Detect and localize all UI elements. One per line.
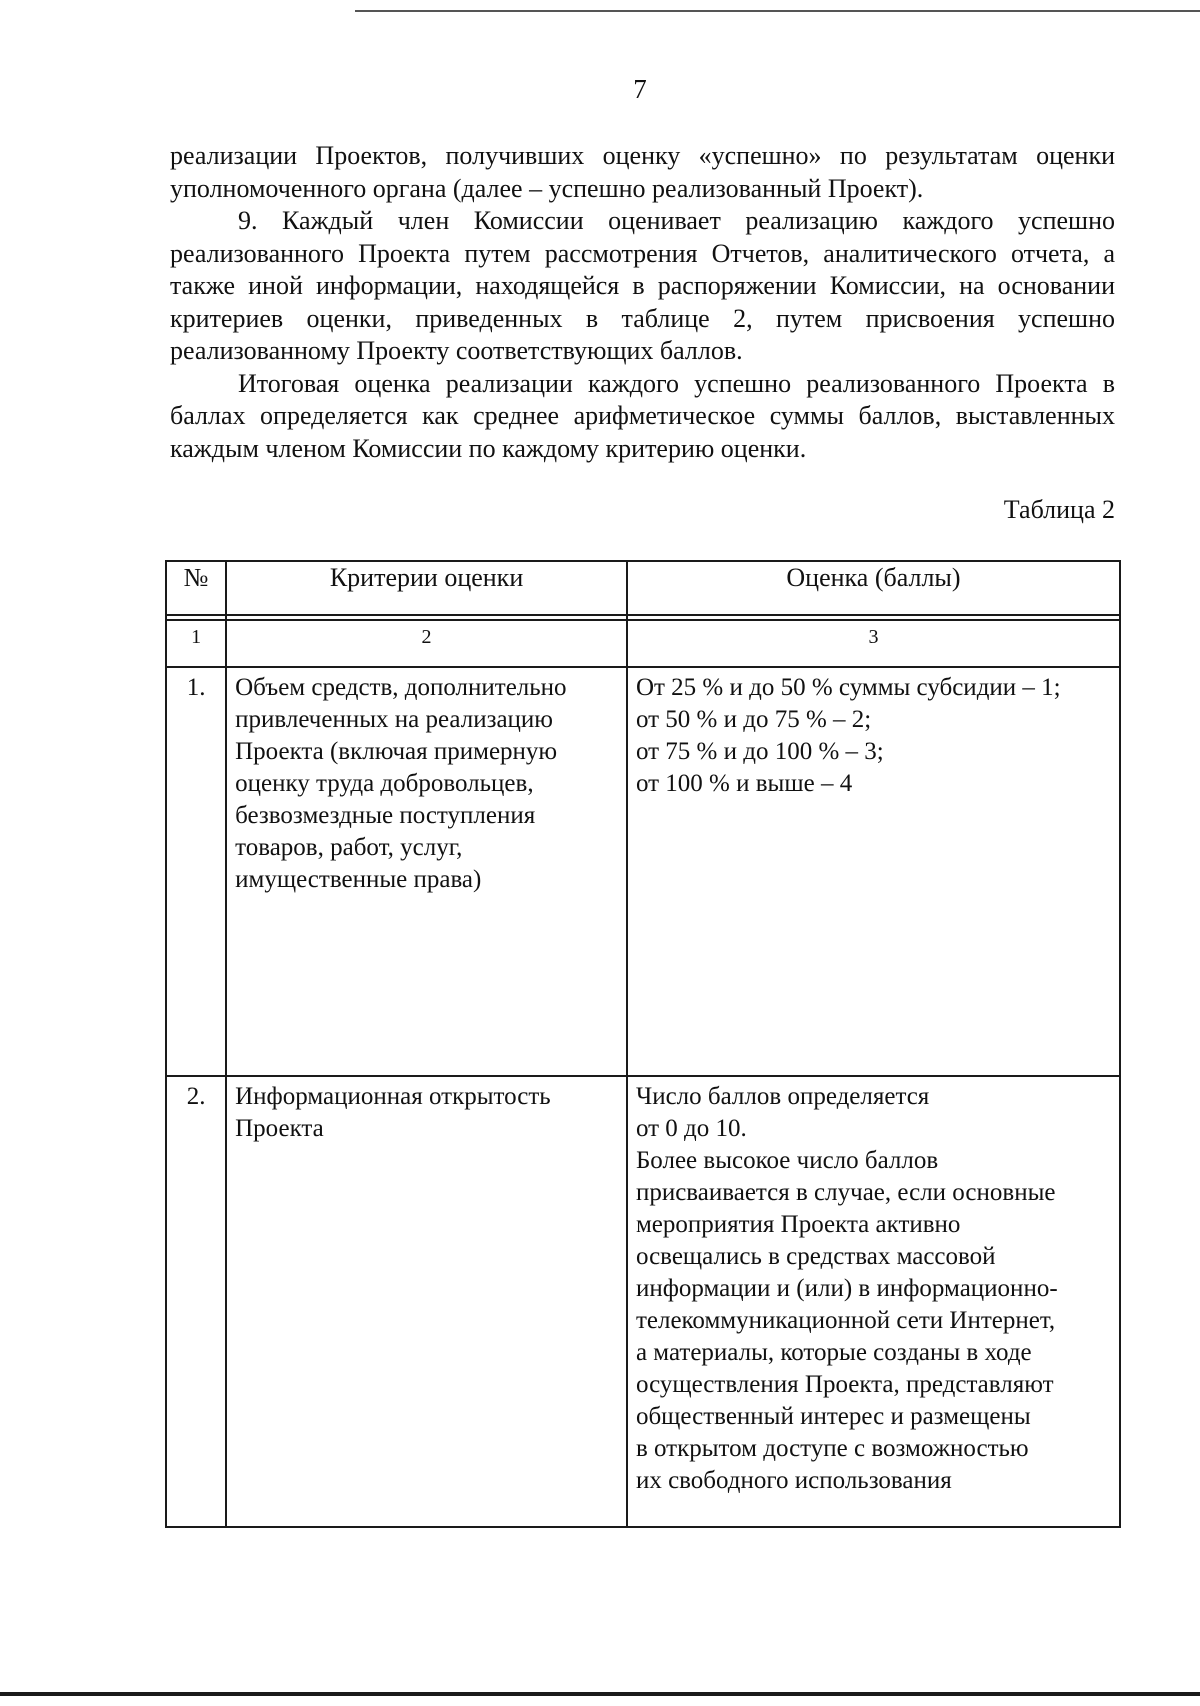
score-line: общественный интерес и размещены [635, 1403, 1031, 1430]
criteria-line: имущественные права) [235, 866, 482, 893]
paragraph-continuation: реализации Проектов, получивших оценку «успешно» по результатам оценки уполномоченного органа (далее – успешно реализованный Проект). [170, 141, 1115, 203]
row-number: 1. [166, 667, 226, 1076]
paragraph-final-score: Итоговая оценка реализации каждого успешно реализованного Проекта в баллах определяется как среднее арифметическое суммы баллов, выставленных каждым членом Комиссии по каждому критерию оценки. [170, 368, 1115, 463]
paragraph-item-9: 9. Каждый член Комиссии оценивает реализацию каждого успешно реализованного Проекта путем рассмотрения Отчетов, аналитического отчета, а также иной информации, находящейся в распоряжении Комиссии, на основании критериев оценки, приведенных в таблице 2, путем присвоения успешно реализованному Проекту соответствующих баллов. [170, 206, 1115, 365]
table-index-row [166, 620, 1120, 667]
table-header-row [166, 561, 1120, 615]
criteria-line: безвозмездные поступления [235, 802, 536, 829]
header-criteria: Критерии оценки [226, 561, 627, 615]
score-line: От 25 % и до 50 % суммы субсидии – 1; [635, 674, 1061, 701]
score-line: от 75 % и до 100 % – 3; [635, 738, 884, 765]
score-line: от 100 % и выше – 4 [635, 770, 853, 797]
score-line: Более высокое число баллов [635, 1147, 939, 1174]
row-score [627, 1076, 1120, 1527]
criteria-line: Проекта [235, 1115, 324, 1142]
header-number: № [166, 561, 226, 615]
row-criteria [226, 667, 627, 1076]
body-text [170, 140, 1115, 465]
score-line: их свободного использования [635, 1467, 952, 1494]
page-number: 7 [633, 74, 647, 104]
criteria-line: Информационная открытость [235, 1083, 551, 1110]
table-row [166, 667, 1120, 1076]
criteria-line: Проекта (включая примерную [235, 738, 558, 765]
score-line: телекоммуникационной сети Интернет, [635, 1307, 1056, 1334]
score-line: информации и (или) в информационно- [635, 1275, 1058, 1302]
top-rule [355, 10, 1200, 12]
index-score: 3 [627, 620, 1120, 667]
index-number: 1 [166, 620, 226, 667]
criteria-line: Объем средств, дополнительно [235, 674, 567, 701]
score-line: от 0 до 10. [635, 1115, 747, 1142]
table-row [166, 1076, 1120, 1527]
score-line: освещались в средствах массовой [635, 1243, 996, 1270]
header-score: Оценка (баллы) [627, 561, 1120, 615]
bottom-rule [0, 1692, 1200, 1696]
row-score [627, 667, 1120, 1076]
row-number: 2. [166, 1076, 226, 1527]
index-criteria: 2 [226, 620, 627, 667]
score-line: от 50 % и до 75 % – 2; [635, 706, 872, 733]
score-line: Число баллов определяется [635, 1083, 930, 1110]
score-line: присваивается в случае, если основные [635, 1179, 1056, 1206]
row-criteria [226, 1076, 627, 1527]
criteria-line: товаров, работ, услуг, [235, 834, 463, 861]
score-line: мероприятия Проекта активно [635, 1211, 961, 1238]
score-line: осуществления Проекта, представляют [635, 1371, 1054, 1398]
score-line: а материалы, которые созданы в ходе [635, 1339, 1032, 1366]
criteria-table [165, 560, 1121, 1528]
table-caption: Таблица 2 [1003, 495, 1115, 524]
criteria-line: оценку труда добровольцев, [235, 770, 534, 797]
score-line: в открытом доступе с возможностью [635, 1435, 1029, 1462]
criteria-line: привлеченных на реализацию [235, 706, 553, 733]
